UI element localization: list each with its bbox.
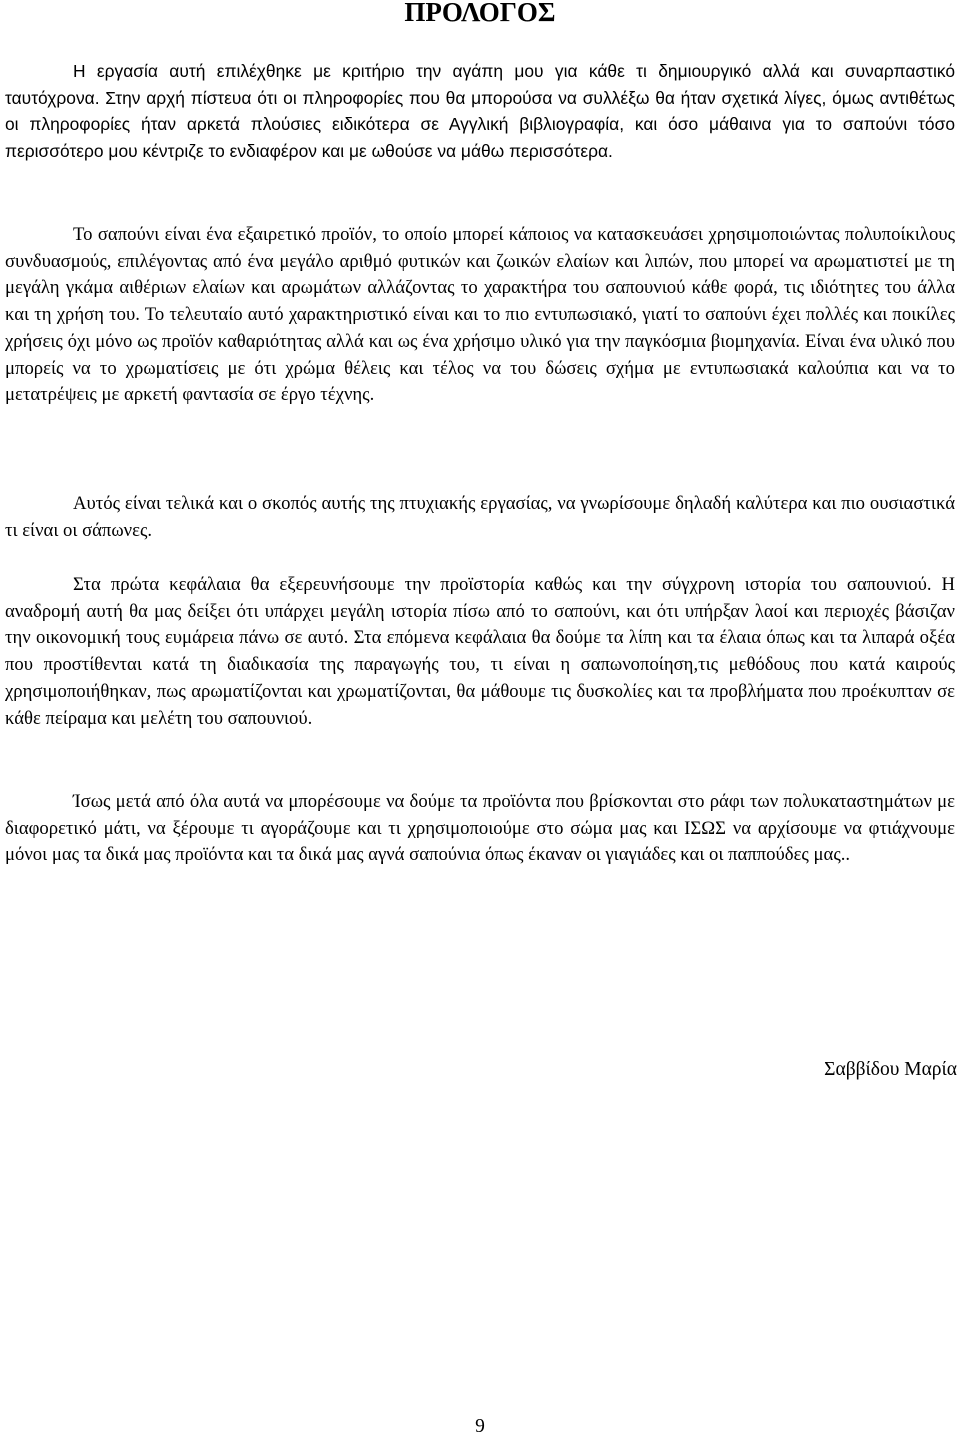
page-title: ΠΡΟΛΟΓΟΣ (404, 0, 556, 27)
paragraph-purpose: Αυτός είναι τελικά και ο σκοπός αυτής της πτυχιακής εργασίας, να γνωρίσουμε δηλαδή καλύτερα και πιο ουσιαστικά τι είναι οι σάπωνες. (5, 493, 955, 541)
page-number: 9 (475, 1416, 485, 1437)
author-signature: Σαββίδου Μαρία (824, 1059, 957, 1080)
paragraph-conclusion: Ίσως μετά από όλα αυτά να μπορέσουμε να δούμε τα προϊόντα που βρίσκονται στο ράφι των πολυκαταστημάτων με διαφορετικό μάτι, να ξέρουμε τι αγοράζουμε και τι χρησιμοποιούμε στο σώμα μας και ΙΣΩΣ να αρχίσουμε να φτιάχνουμε μόνοι μας τα δικά μας προϊόντα και τα δικά μας αγνά σαπούνια όπως έκαναν οι γιαγιάδες και οι παππούδες μας.. (5, 791, 955, 866)
paragraph-chapters-overview: Στα πρώτα κεφάλαια θα εξερευνήσουμε την προϊστορία καθώς και την σύγχρονη ιστορία του σαπουνιού. Η αναδρομή αυτή θα μας δείξει ότι υπάρχει μεγάλη ιστορία πίσω από το σαπούνι, και ότι υπήρξαν λαοί και περιοχές βάσιζαν την οικονομική τους ευμάρεια πάνω σε αυτό. Στα επόμενα κεφάλαια θα δούμε τα λίπη και τα έλαια όπως και τα λιπαρά οξέα που προστίθενται κατά τη διαδικασία της παραγωγής του, τι είναι η σαπωνοποίηση,τις μεθόδους που κατά καιρούς χρησιμοποιήθηκαν, πως αρωματίζονται και χρωματίζονται, θα μάθουμε τις δυσκολίες και τα προβλήματα που προέκυπταν σε κάθε πείραμα και μελέτη του σαπουνιού. (5, 574, 955, 729)
paragraph-intro: Η εργασία αυτή επιλέχθηκε με κριτήριο την αγάπη μου για κάθε τι δημιουργικό αλλά και συναρπαστικό ταυτόχρονα. Στην αρχή πίστευα ότι οι πληροφορίες που θα μπορούσα να συλλέξω θα ήταν σχετικά λίγες, όμως αντιθέτως οι πληροφορίες ήταν αρκετά πλούσιες ειδικότερα σε Αγγλική βιβλιογραφία, και όσο μάθαινα για το σαπούνι τόσο περισσότερο μου κέντριζε το ενδιαφέρον και με ωθούσε να μάθω περισσότερα. (5, 61, 955, 162)
paragraph-soap-description: Το σαπούνι είναι ένα εξαιρετικό προϊόν, το οποίο μπορεί κάποιος να κατασκευάσει χρησιμοποιώντας πολυποίκιλους συνδυασμούς, επιλέγοντας από ένα μεγάλο αριθμό φυτικών και ζωικών ελαίων και λιπών, που μπορεί να αρωματιστεί με τη μεγάλη γκάμα αιθέριων ελαίων και αρωμάτων αλλάζοντας το χαρακτήρα του σαπουνιού κάθε φορά, τις ιδιότητες του άλλα και τη χρήση του. Το τελευταίο αυτό χαρακτηριστικό είναι και το πιο εντυπωσιακό, γιατί το σαπούνι έχει πολλές και ποικίλες χρήσεις όχι μόνο ως προϊόν καθαριότητας αλλά και ως ένα χρήσιμο υλικό για την παγκόσμια βιομηχανία. Είναι ένα υλικό που μπορείς να το χρωματίσεις με ότι χρώμα θέλεις και τέλος να του δώσεις σχήμα με εντυπωσιακά καλούπια και να το μετατρέψεις με αρκετή φαντασία σε έργο τέχνης. (5, 224, 955, 406)
